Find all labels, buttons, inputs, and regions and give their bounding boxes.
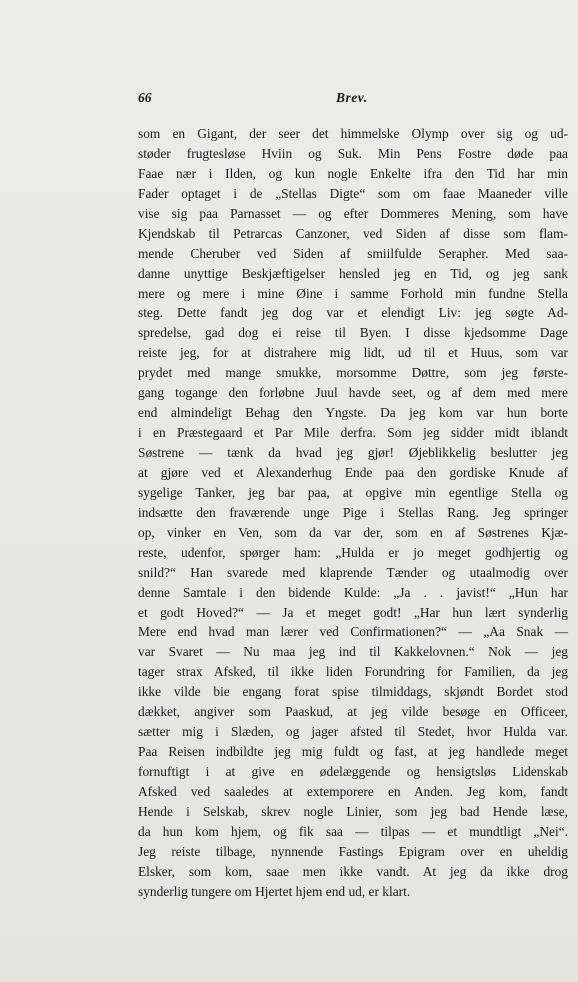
text-line: Afsked ved saaledes at extemporere en Anden. Jeg kom, fandt (138, 783, 568, 799)
running-head: Brev. (336, 90, 368, 105)
text-line: indsætte den fraværende unge Pige i Stellas Rang. Jeg springer (138, 504, 568, 520)
text-line: et godt Hoved?“ — Ja et meget godt! „Har hun lært synderlig (138, 604, 568, 620)
text-line: dækket, angiver som Paaskud, at jeg vilde besøge en Officeer, (138, 704, 568, 720)
text-line: Kjendskab til Petrarcas Canzoner, ved Siden af disse som flam- (138, 225, 568, 241)
text-line: Paa Reisen indbildte jeg mig fuldt og fast, at jeg handlede meget (138, 744, 568, 760)
page-header (138, 90, 438, 108)
text-line: tager strax Afsked, til ikke liden Forundring for Familien, da jeg (138, 664, 568, 680)
text-line: vise sig paa Parnasset — og efter Dommeres Mening, som have (138, 205, 568, 221)
text-line: mere og mere i mine Øine i samme Forhold min fundne Stella (138, 285, 568, 301)
text-line: at gjøre ved et Alexanderhug Ende paa den gordiske Knude af (138, 464, 568, 480)
text-line: sætter mig i Slæden, og jager afsted til Stedet, hvor Hulda var. (138, 724, 568, 740)
text-line: reste, udenfor, spørger ham: „Hulda er jo meget godhjertig og (138, 544, 568, 560)
text-line: Søstrene — tænk da hvad jeg gjør! Øjeblikkelig beslutter jeg (138, 445, 568, 460)
text-line: Elsker, som kom, saae men ikke vandt. At jeg da ikke drog (138, 863, 568, 879)
text-line: sygelige Tanker, jeg bar paa, at opgive min egentlige Stella og (138, 484, 568, 500)
text-line: Faae nær i Ilden, og kun nogle Enkelte ifra den Tid har min (138, 165, 568, 181)
text-line: end almindeligt Behag den Yngste. Da jeg kom var hun borte (138, 405, 568, 421)
text-line: gang togange den forløbne Juul havde seet, og af dem med mere (138, 385, 568, 401)
text-line: var Svaret — Nu maa jeg ind til Kakkelovnen.“ Nok — jeg (138, 644, 568, 660)
text-line: mende Cheruber ved Siden af smiilfulde Serapher. Med saa- (138, 245, 568, 261)
text-line: snild?“ Han svarede med klaprende Tænder og utaalmodig over (138, 564, 568, 580)
text-line: da hun kom hjem, og fik saa — tilpas — et mundtligt „Nei“. (138, 823, 568, 839)
text-line: spredelse, gad dog ei reise til Byen. I disse kjedsomme Dage (138, 325, 568, 341)
text-line: ikke vilde bie engang forat spise tilmiddags, skjøndt Bordet stod (138, 684, 568, 700)
text-line: reiste jeg, for at distrahere mig lidt, ud til et Huus, som var (138, 345, 568, 361)
text-line: Fader optaget i de „Stellas Digte“ som om faae Maaneder ville (138, 185, 568, 201)
text-line: denne Samtale i den bidende Kulde: „Ja . . javist!“ „Hun har (138, 584, 568, 600)
text-line: i en Præstegaard et Par Mile derfra. Som jeg sidder midt iblandt (138, 425, 568, 441)
text-line: Hende i Selskab, skrev nogle Linier, som jeg bad Hende læse, (138, 803, 568, 819)
text-line: synderlig tungere om Hjertet hjem end ud, er klart. (138, 883, 411, 899)
text-line: op, vinker en Ven, som da var der, som en af Søstrenes Kjæ- (138, 524, 568, 540)
text-line: støder frugtesløse Hviin og Suk. Min Pens Fostre døde paa (138, 145, 568, 161)
text-line: fornuftigt i at give en ødelæggende og hensigtsløs Lidenskab (138, 764, 568, 779)
text-line: som en Gigant, der seer det himmelske Olymp over sig og ud- (138, 126, 568, 141)
text-line: Mere end hvad man lærer ved Confirmationen?“ — „Aa Snak — (138, 624, 568, 640)
text-line: danne unyttige Beskjæftigelser hensled jeg en Tid, og jeg sank (138, 265, 568, 281)
text-line: prydet med mange smukke, morsomme Døttre, som jeg første- (138, 365, 568, 381)
text-line: Jeg reiste tilbage, nynnende Fastings Epigram over en uheldig (138, 843, 568, 859)
body-text (138, 124, 568, 902)
page-number: 66 (138, 90, 152, 105)
text-line: steg. Dette fandt jeg dog var et elendigt Liv: jeg søgte Ad- (138, 305, 568, 321)
